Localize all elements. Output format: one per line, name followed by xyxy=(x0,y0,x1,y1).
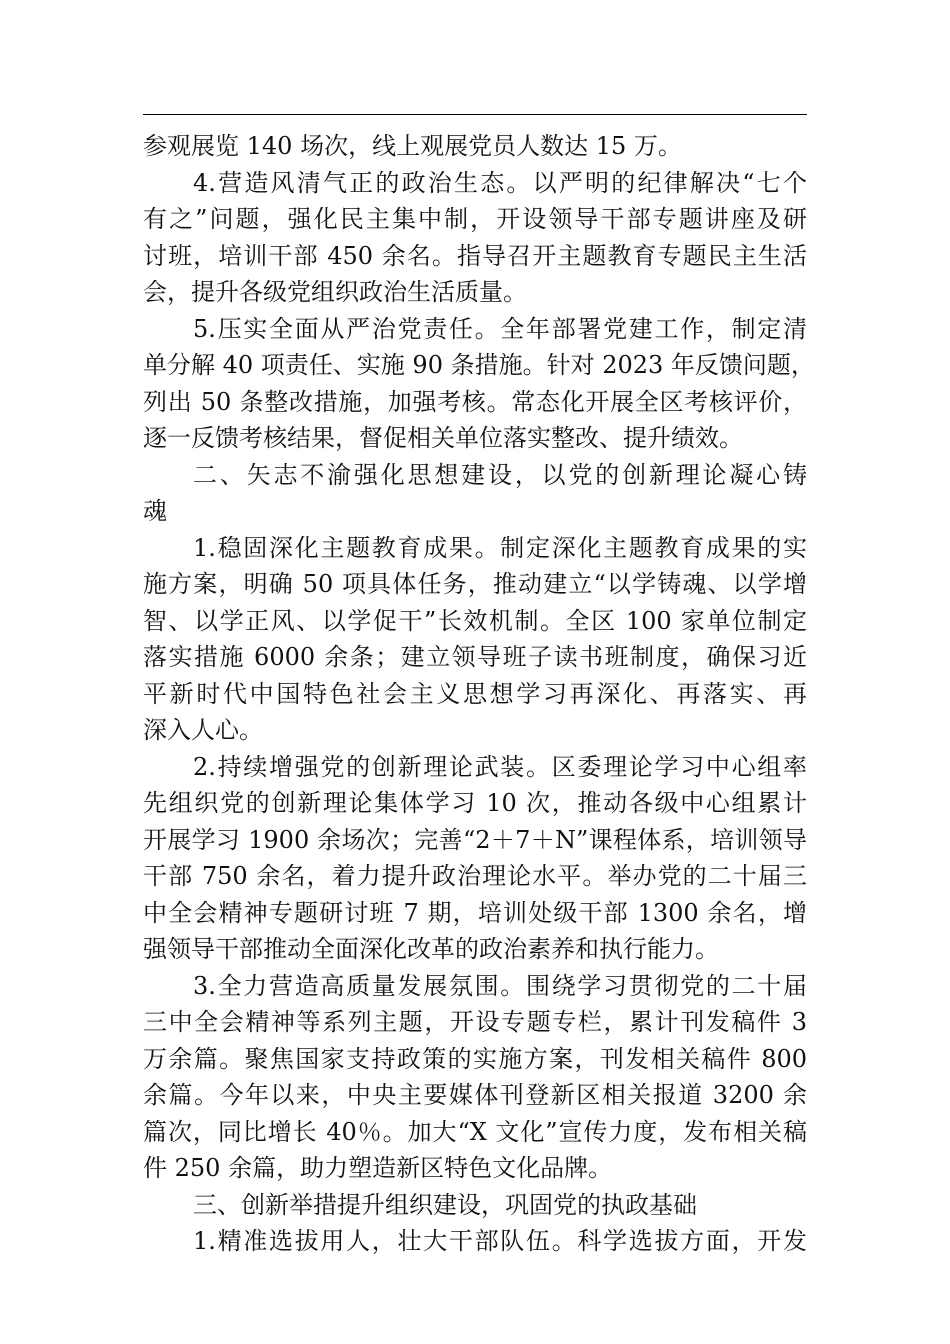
text-line: 智、以学正风、以学促干”长效机制。全区 100 家单位制定 xyxy=(143,606,807,635)
text-line: 深入人心。 xyxy=(143,716,263,744)
paragraph-first-line: 1.精准选拔用人，壮大干部队伍。科学选拔方面，开发 xyxy=(193,1227,807,1255)
text-line: 三中全会精神等系列主题，开设专题专栏，累计刊发稿件 3 xyxy=(143,1008,807,1036)
text-line: 平新时代中国特色社会主义思想学习再深化、再落实、再 xyxy=(143,679,807,708)
text-line: 万余篇。聚焦国家支持政策的实施方案，刊发相关稿件 800 xyxy=(143,1044,807,1073)
text-line: 篇次，同比增长 40％。加大“X 文化”宣传力度，发布相关稿 xyxy=(143,1117,807,1146)
paragraph-first-line: 三、创新举措提升组织建设，巩固党的执政基础 xyxy=(193,1190,697,1219)
text-line: 强领导干部推动全面深化改革的政治素养和执行能力。 xyxy=(143,935,719,963)
paragraph-first-line: 二、矢志不渝强化思想建设，以党的创新理论凝心铸 xyxy=(193,460,807,489)
paragraph-first-line: 1.稳固深化主题教育成果。制定深化主题教育成果的实 xyxy=(193,533,807,562)
text-line: 施方案，明确 50 项具体任务，推动建立“以学铸魂、以学增 xyxy=(143,570,807,598)
text-line: 余篇。今年以来，中央主要媒体刊登新区相关报道 3200 余 xyxy=(143,1081,807,1109)
paragraph-first-line: 5.压实全面从严治党责任。全年部署党建工作，制定清 xyxy=(193,314,807,343)
text-line: 干部 750 余名，着力提升政治理论水平。举办党的二十届三 xyxy=(143,862,807,890)
text-line: 魂 xyxy=(143,497,167,525)
text-line: 有之”问题，强化民主集中制，开设领导干部专题讲座及研 xyxy=(143,205,807,233)
paragraph-first-line: 4.营造风清气正的政治生态。以严明的纪律解决“七个 xyxy=(193,168,807,197)
text-line: 中全会精神专题研讨班 7 期，培训处级干部 1300 余名，增 xyxy=(143,898,807,927)
text-line: 讨班，培训干部 450 余名。指导召开主题教育专题民主生活 xyxy=(143,241,807,270)
text-line: 单分解 40 项责任、实施 90 条措施。针对 2023 年反馈问题， xyxy=(143,351,815,379)
text-line: 落实措施 6000 余条；建立领导班子读书班制度，确保习近 xyxy=(143,643,807,671)
document-body xyxy=(143,128,815,1260)
text-line: 列出 50 条整改措施，加强考核。常态化开展全区考核评价， xyxy=(143,387,807,416)
text-line: 开展学习 1900 余场次；完善“2＋7＋N”课程体系，培训领导 xyxy=(143,825,807,854)
text-line: 会，提升各级党组织政治生活质量。 xyxy=(143,278,527,306)
text-line: 先组织党的创新理论集体学习 10 次，推动各级中心组累计 xyxy=(143,789,807,817)
text-line: 参观展览 140 场次，线上观展党员人数达 15 万。 xyxy=(143,132,682,160)
paragraph-first-line: 2.持续增强党的创新理论武装。区委理论学习中心组率 xyxy=(193,752,807,781)
text-line: 逐一反馈考核结果，督促相关单位落实整改、提升绩效。 xyxy=(143,424,743,452)
text-line: 件 250 余篇，助力塑造新区特色文化品牌。 xyxy=(143,1154,613,1182)
paragraph-first-line: 3.全力营造高质量发展氛围。围绕学习贯彻党的二十届 xyxy=(193,971,807,1000)
header-rule xyxy=(143,114,807,115)
